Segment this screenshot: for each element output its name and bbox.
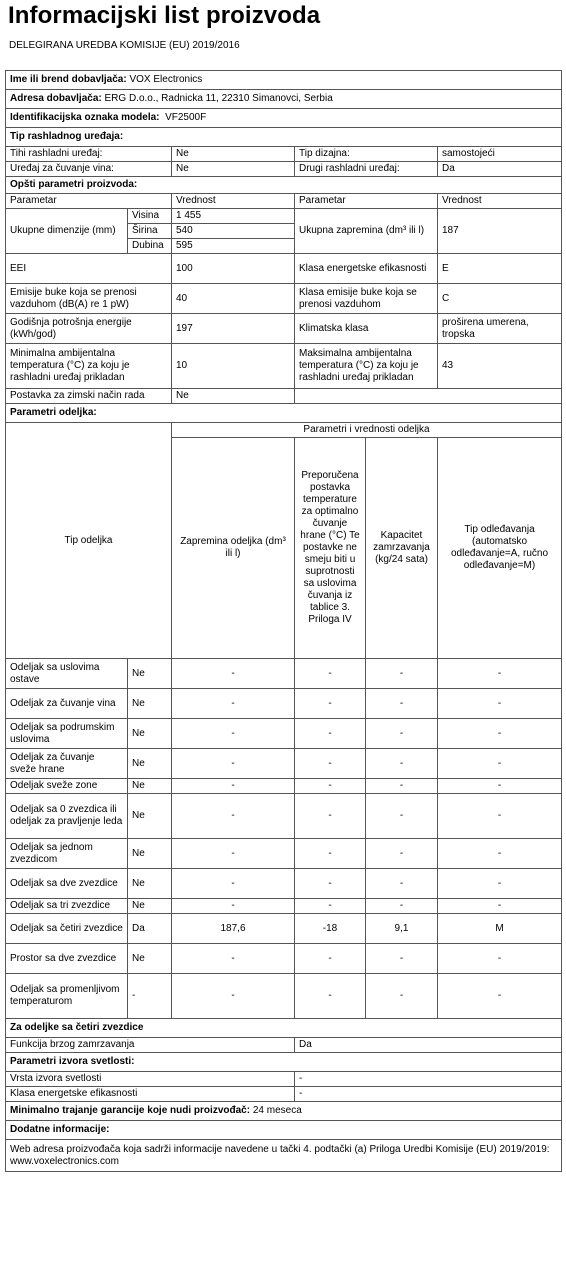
light-energy-class-label: Klasa energetske efikasnosti bbox=[6, 1087, 295, 1102]
param-label-2: Klimatska klasa bbox=[295, 314, 438, 344]
compartment-temperature: - bbox=[295, 794, 366, 839]
light-source-type-label: Vrsta izvora svetlosti bbox=[6, 1072, 295, 1087]
compartment-name: Odeljak sa promenljivom temperaturom bbox=[6, 974, 128, 1019]
type-row bbox=[6, 162, 562, 177]
address-value: ERG D.o.o., Radnicka 11, 22310 Simanovci, Serbia bbox=[104, 93, 333, 104]
supplier-label: Ime ili brend dobavljača: bbox=[10, 74, 127, 85]
compartment-row bbox=[6, 719, 562, 749]
winter-mode-label: Postavka za zimski način rada bbox=[6, 389, 172, 404]
compartment-params-header: Parametri i vrednosti odeljka bbox=[172, 423, 562, 438]
compartment-name: Odeljak sa podrumskim uslovima bbox=[6, 719, 128, 749]
compartment-volume: - bbox=[172, 974, 295, 1019]
warranty-cell bbox=[6, 1102, 562, 1121]
compartment-present: Ne bbox=[128, 749, 172, 779]
compartment-name: Odeljak sa dve zvezdice bbox=[6, 869, 128, 899]
type-value-2: samostojeći bbox=[438, 147, 562, 162]
compartment-freezing-capacity: 9,1 bbox=[366, 914, 438, 944]
compartment-volume-header: Zapremina odeljka (dm³ ili l) bbox=[172, 438, 295, 659]
compartment-temperature: - bbox=[295, 839, 366, 869]
freezing-capacity-header: Kapacitet zamrzavanja (kg/24 sata) bbox=[366, 438, 438, 659]
compartment-present: Ne bbox=[128, 689, 172, 719]
compartment-defrost-type: - bbox=[438, 974, 562, 1019]
quick-freeze-value: Da bbox=[295, 1038, 562, 1053]
compartment-present: Da bbox=[128, 914, 172, 944]
model-row bbox=[6, 109, 562, 128]
compartment-name: Odeljak za čuvanje sveže hrane bbox=[6, 749, 128, 779]
compartment-volume: - bbox=[172, 794, 295, 839]
param-value-2: 43 bbox=[438, 344, 562, 389]
four-star-section-row bbox=[6, 1019, 562, 1038]
param-label-2: Klasa emisije buke koja se prenosi vazduhom bbox=[295, 284, 438, 314]
light-section-row bbox=[6, 1053, 562, 1072]
compartment-defrost-type: - bbox=[438, 794, 562, 839]
param-value-2: E bbox=[438, 254, 562, 284]
type-row bbox=[6, 147, 562, 162]
compartment-defrost-type: M bbox=[438, 914, 562, 944]
type-label-1: Uređaj za čuvanje vina: bbox=[6, 162, 172, 177]
address-row bbox=[6, 90, 562, 109]
compartments-section-heading: Parametri odeljka: bbox=[6, 404, 562, 423]
compartment-temperature: -18 bbox=[295, 914, 366, 944]
compartments-section-row bbox=[6, 404, 562, 423]
general-header-row bbox=[6, 194, 562, 209]
regulation-subtitle: DELEGIRANA UREDBA KOMISIJE (EU) 2019/2016 bbox=[9, 40, 240, 51]
param-value-1: 10 bbox=[172, 344, 295, 389]
general-row bbox=[6, 314, 562, 344]
compartment-temperature: - bbox=[295, 719, 366, 749]
param-label-1: Minimalna ambijentalna temperatura (°C) za koju je rashladni uređaj prikladan bbox=[6, 344, 172, 389]
warranty-label: Minimalno trajanje garancije koje nudi proizvođač: bbox=[10, 1105, 251, 1116]
compartment-volume: - bbox=[172, 899, 295, 914]
compartment-name: Odeljak za čuvanje vina bbox=[6, 689, 128, 719]
compartment-present: Ne bbox=[128, 659, 172, 689]
compartment-row bbox=[6, 749, 562, 779]
model-value: VF2500F bbox=[165, 112, 207, 123]
compartment-temperature: - bbox=[295, 944, 366, 974]
total-volume-label: Ukupna zapremina (dm³ ili l) bbox=[295, 209, 438, 254]
compartment-present: Ne bbox=[128, 839, 172, 869]
height-value: 1 455 bbox=[172, 209, 295, 224]
quick-freeze-row bbox=[6, 1038, 562, 1053]
compartment-temperature: - bbox=[295, 749, 366, 779]
compartment-freezing-capacity: - bbox=[366, 899, 438, 914]
compartment-volume: - bbox=[172, 659, 295, 689]
additional-info-row bbox=[6, 1140, 562, 1172]
compartment-name: Odeljak sveže zone bbox=[6, 779, 128, 794]
compartments-group-header-row bbox=[6, 423, 562, 438]
compartment-volume: - bbox=[172, 944, 295, 974]
compartment-row bbox=[6, 659, 562, 689]
param-label-1: Godišnja potrošnja energije (kWh/god) bbox=[6, 314, 172, 344]
compartment-row bbox=[6, 899, 562, 914]
general-section-row bbox=[6, 177, 562, 194]
winter-mode-row bbox=[6, 389, 562, 404]
additional-info-section-row bbox=[6, 1121, 562, 1140]
quick-freeze-label: Funkcija brzog zamrzavanja bbox=[6, 1038, 295, 1053]
type-label-2: Drugi rashladni uređaj: bbox=[295, 162, 438, 177]
param-label-1: Emisije buke koja se prenosi vazduhom (dB(A) re 1 pW) bbox=[6, 284, 172, 314]
compartment-name: Prostor sa dve zvezdice bbox=[6, 944, 128, 974]
header-value-1: Vrednost bbox=[172, 194, 295, 209]
compartment-present: Ne bbox=[128, 869, 172, 899]
general-row bbox=[6, 254, 562, 284]
light-source-type-value: - bbox=[295, 1072, 562, 1087]
compartment-freezing-capacity: - bbox=[366, 719, 438, 749]
compartment-present: - bbox=[128, 974, 172, 1019]
defrost-type-header: Tip odleđavanja (automatsko odleđavanje=A, ručno odleđavanje=M) bbox=[438, 438, 562, 659]
light-source-type-row bbox=[6, 1072, 562, 1087]
model-label: Identifikacijska oznaka modela: bbox=[10, 112, 160, 123]
compartment-volume: - bbox=[172, 869, 295, 899]
compartment-volume: - bbox=[172, 839, 295, 869]
depth-value: 595 bbox=[172, 239, 295, 254]
warranty-row bbox=[6, 1102, 562, 1121]
general-section-heading: Opšti parametri proizvoda: bbox=[6, 177, 562, 194]
compartment-name: Odeljak sa četiri zvezdice bbox=[6, 914, 128, 944]
compartment-defrost-type: - bbox=[438, 659, 562, 689]
light-energy-class-row bbox=[6, 1087, 562, 1102]
compartment-freezing-capacity: - bbox=[366, 794, 438, 839]
param-value-1: 100 bbox=[172, 254, 295, 284]
general-row bbox=[6, 344, 562, 389]
compartment-type-header: Tip odeljka bbox=[6, 423, 172, 659]
compartment-volume: - bbox=[172, 749, 295, 779]
compartment-volume: - bbox=[172, 719, 295, 749]
product-sheet-table bbox=[5, 70, 562, 1172]
compartment-temperature: - bbox=[295, 779, 366, 794]
width-value: 540 bbox=[172, 224, 295, 239]
compartment-row bbox=[6, 914, 562, 944]
compartment-freezing-capacity: - bbox=[366, 944, 438, 974]
warranty-value: 24 meseca bbox=[252, 1105, 302, 1116]
compartment-volume: - bbox=[172, 779, 295, 794]
compartment-temperature: - bbox=[295, 974, 366, 1019]
compartment-volume: 187,6 bbox=[172, 914, 295, 944]
compartment-defrost-type: - bbox=[438, 719, 562, 749]
height-label: Visina bbox=[128, 209, 172, 224]
compartment-row bbox=[6, 839, 562, 869]
winter-mode-value: Ne bbox=[172, 389, 295, 404]
param-label-1: EEI bbox=[6, 254, 172, 284]
additional-info-text: Web adresa proizvođača koja sadrži informacije navedene u tački 4. podtački (a) Priloga Uredbi Komisije (EU) 2019/2019: www.voxelectronics.com bbox=[6, 1140, 562, 1172]
four-star-section-heading: Za odeljke sa četiri zvezdice bbox=[6, 1019, 562, 1038]
compartment-freezing-capacity: - bbox=[366, 974, 438, 1019]
compartment-defrost-type: - bbox=[438, 899, 562, 914]
light-energy-class-value: - bbox=[295, 1087, 562, 1102]
compartment-present: Ne bbox=[128, 944, 172, 974]
compartment-present: Ne bbox=[128, 899, 172, 914]
compartment-name: Odeljak sa jednom zvezdicom bbox=[6, 839, 128, 869]
compartment-row bbox=[6, 974, 562, 1019]
header-parameter-2: Parametar bbox=[295, 194, 438, 209]
param-value-2: C bbox=[438, 284, 562, 314]
compartment-freezing-capacity: - bbox=[366, 869, 438, 899]
header-parameter-1: Parametar bbox=[6, 194, 172, 209]
param-label-2: Klasa energetske efikasnosti bbox=[295, 254, 438, 284]
compartment-temperature: - bbox=[295, 899, 366, 914]
type-label-2: Tip dizajna: bbox=[295, 147, 438, 162]
compartment-defrost-type: - bbox=[438, 689, 562, 719]
compartment-row bbox=[6, 944, 562, 974]
page-title: Informacijski list proizvoda bbox=[8, 2, 321, 29]
compartment-row bbox=[6, 869, 562, 899]
header-value-2: Vrednost bbox=[438, 194, 562, 209]
dimensions-label: Ukupne dimenzije (mm) bbox=[6, 209, 128, 254]
compartment-row bbox=[6, 779, 562, 794]
compartment-present: Ne bbox=[128, 794, 172, 839]
compartment-freezing-capacity: - bbox=[366, 749, 438, 779]
compartment-temperature: - bbox=[295, 689, 366, 719]
compartment-defrost-type: - bbox=[438, 869, 562, 899]
type-section-heading: Tip rashladnog uređaja: bbox=[6, 128, 562, 147]
param-value-1: 40 bbox=[172, 284, 295, 314]
type-label-1: Tihi rashladni uređaj: bbox=[6, 147, 172, 162]
compartment-row bbox=[6, 689, 562, 719]
type-value-1: Ne bbox=[172, 147, 295, 162]
param-value-2: proširena umerena, tropska bbox=[438, 314, 562, 344]
param-label-2: Maksimalna ambijentalna temperatura (°C) za koju je rashladni uređaj prikladan bbox=[295, 344, 438, 389]
compartment-freezing-capacity: - bbox=[366, 659, 438, 689]
compartment-temperature: - bbox=[295, 869, 366, 899]
compartment-volume: - bbox=[172, 689, 295, 719]
type-section-row bbox=[6, 128, 562, 147]
supplier-value: VOX Electronics bbox=[129, 74, 203, 85]
compartment-name: Odeljak sa 0 zvezdica ili odeljak za pravljenje leda bbox=[6, 794, 128, 839]
compartment-present: Ne bbox=[128, 779, 172, 794]
type-value-1: Ne bbox=[172, 162, 295, 177]
address-label: Adresa dobavljača: bbox=[10, 93, 102, 104]
supplier-row bbox=[6, 71, 562, 90]
width-label: Širina bbox=[128, 224, 172, 239]
light-section-heading: Parametri izvora svetlosti: bbox=[6, 1053, 562, 1072]
additional-info-section-heading: Dodatne informacije: bbox=[6, 1121, 562, 1140]
type-value-2: Da bbox=[438, 162, 562, 177]
compartment-defrost-type: - bbox=[438, 944, 562, 974]
compartment-temperature: - bbox=[295, 659, 366, 689]
compartment-defrost-type: - bbox=[438, 749, 562, 779]
compartment-freezing-capacity: - bbox=[366, 839, 438, 869]
total-volume-value: 187 bbox=[438, 209, 562, 254]
dimension-height-row bbox=[6, 209, 562, 224]
compartment-defrost-type: - bbox=[438, 839, 562, 869]
recommended-temperature-header: Preporučena postavka temperature za optimalno čuvanje hrane (°C) Te postavke ne smeju biti u suprotnosti sa uslovima čuvanja iz tablice 3. Priloga IV bbox=[295, 438, 366, 659]
compartment-name: Odeljak sa tri zvezdice bbox=[6, 899, 128, 914]
compartment-name: Odeljak sa uslovima ostave bbox=[6, 659, 128, 689]
compartment-defrost-type: - bbox=[438, 779, 562, 794]
depth-label: Dubina bbox=[128, 239, 172, 254]
compartment-freezing-capacity: - bbox=[366, 779, 438, 794]
compartment-row bbox=[6, 794, 562, 839]
general-row bbox=[6, 284, 562, 314]
compartment-present: Ne bbox=[128, 719, 172, 749]
param-value-1: 197 bbox=[172, 314, 295, 344]
compartment-freezing-capacity: - bbox=[366, 689, 438, 719]
